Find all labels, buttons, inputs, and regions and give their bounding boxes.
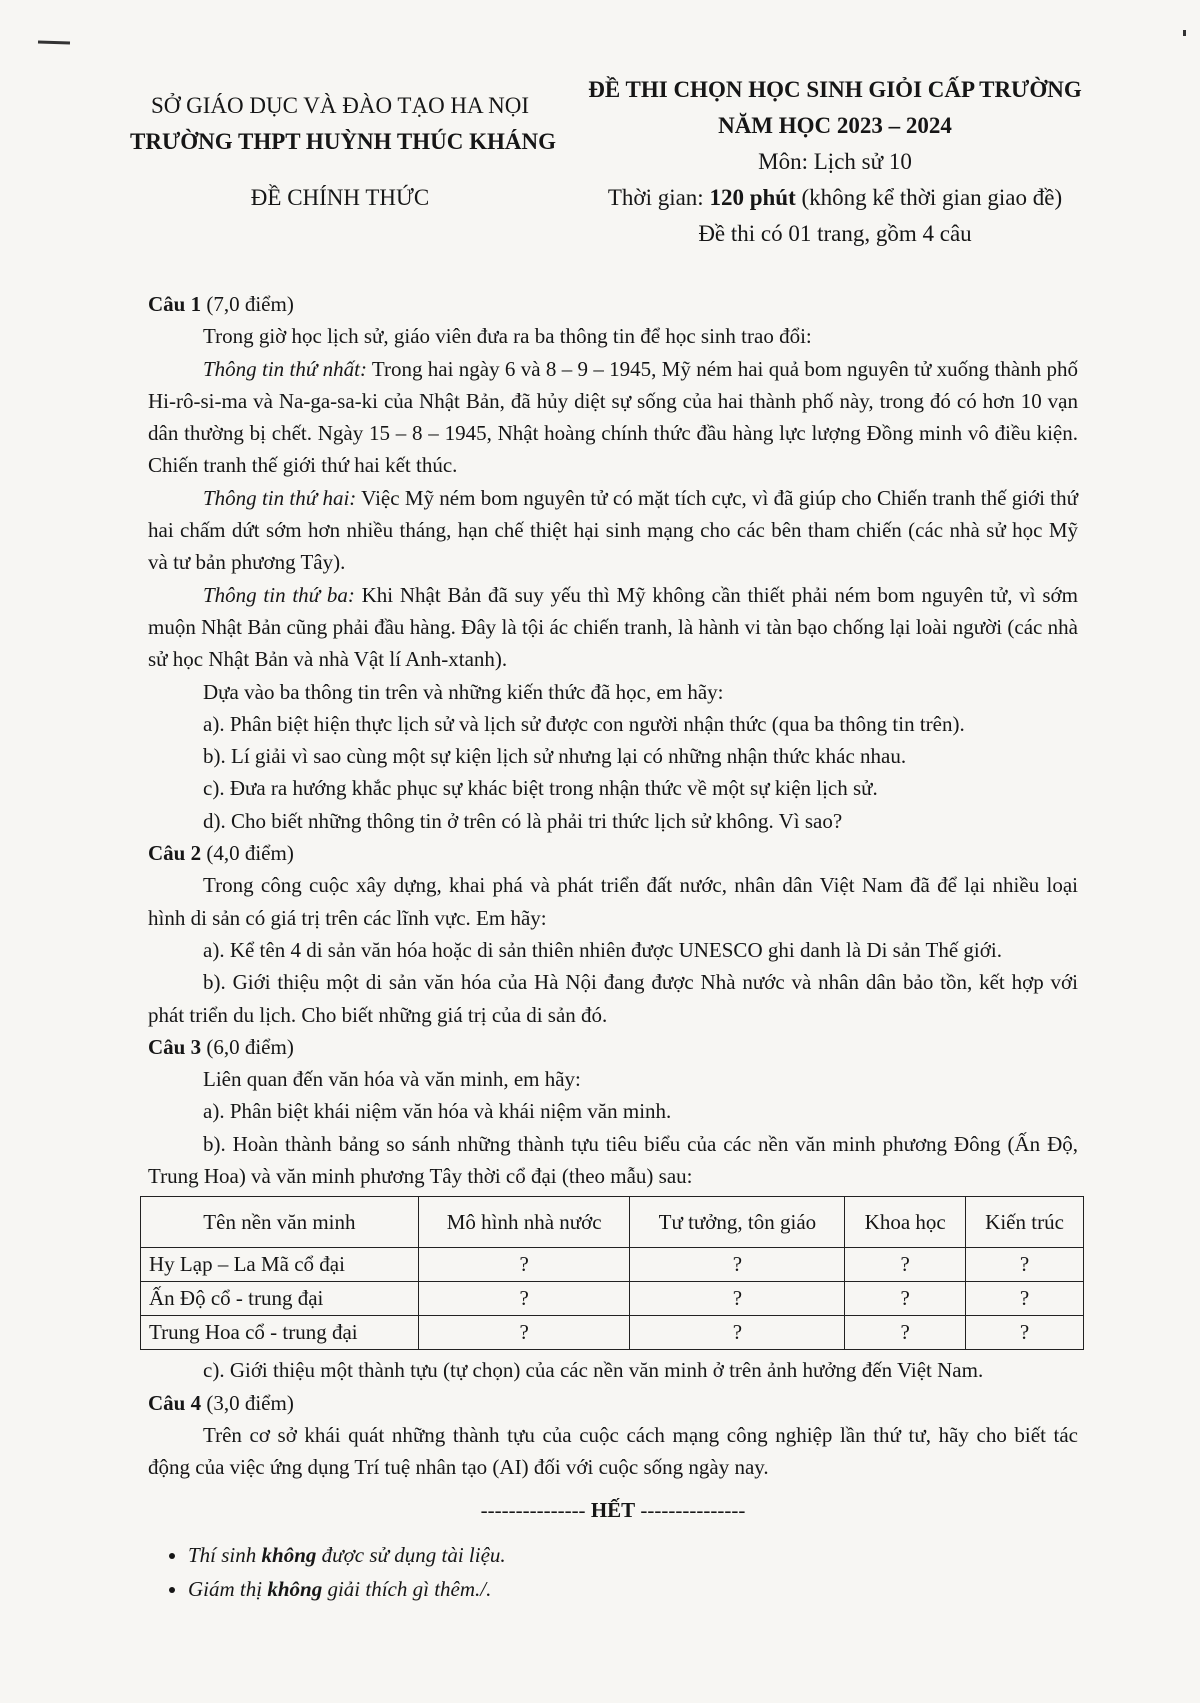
q4-title: Câu 4 <box>148 1390 202 1415</box>
q3-part-a: a). Phân biệt khái niệm văn hóa và khái niệm văn minh. <box>203 1099 672 1124</box>
table-cell: ? <box>966 1248 1084 1282</box>
q2-part-a: a). Kể tên 4 di sản văn hóa hoặc di sản thiên nhiên được UNESCO ghi danh là Di sản Thế giới. <box>203 937 1002 962</box>
q1-title: Câu 1 <box>148 292 202 316</box>
header-left <box>130 88 556 216</box>
table-header-row <box>141 1197 1084 1248</box>
q1-part-d: d). Cho biết những thông tin ở trên có là phải tri thức lịch sử không. Vì sao? <box>203 808 843 833</box>
table-cell: Ấn Độ cổ - trung đại <box>141 1282 419 1316</box>
note-text: được sử dụng tài liệu. <box>316 1542 506 1567</box>
q1-part-a: a). Phân biệt hiện thực lịch sử và lịch sử được con người nhận thức (qua ba thông tin trên). <box>203 711 965 736</box>
table-header-cell: Mô hình nhà nước <box>418 1197 630 1248</box>
table-cell: ? <box>418 1248 630 1282</box>
pages-line: Đề thi có 01 trang, gồm 4 câu <box>698 221 972 246</box>
q1-info1-text: Trong hai ngày 6 và 8 – 9 – 1945, Mỹ ném hai quả bom nguyên tử xuống thành phố Hi-rô-si-ma và Na-ga-sa-ki của Nhật Bản, đã hủy diệt sự sống của hai thành phố này, trong đó có hơn 10 vạn dân thường bị chết. Ngày 15 – 8 – 1945, Nhật hoàng chính thức đầu hàng lực lượng Đồng minh vô điều kiện. Chiến tranh thế giới thứ hai kết thúc. <box>148 356 1078 478</box>
q4-heading <box>148 1387 1078 1419</box>
q1-info3 <box>148 579 1078 676</box>
time-prefix: Thời gian: <box>607 185 710 210</box>
table-row <box>141 1248 1084 1282</box>
q3-part-b: b). Hoàn thành bảng so sánh những thành tựu tiêu biểu của các nền văn minh phương Đông (Ấn Độ, Trung Hoa) và văn minh phương Tây thời cổ đại (theo mẫu) sau: <box>148 1131 1078 1189</box>
q1-info2-label: Thông tin thứ hai: <box>203 485 357 510</box>
q3-points: (6,0 điểm) <box>201 1034 294 1059</box>
note-item <box>188 1538 1078 1572</box>
official-label: ĐỀ CHÍNH THỨC <box>250 185 430 210</box>
note-text: giải thích gì thêm./. <box>322 1576 492 1601</box>
q1-heading <box>148 288 1078 320</box>
q3-heading <box>148 1031 1078 1063</box>
q1-part-c: c). Đưa ra hướng khắc phục sự khác biệt trong nhận thức về một sự kiện lịch sử. <box>203 776 878 801</box>
q1-info1-label: Thông tin thứ nhất: <box>203 356 367 381</box>
q1-info3-label: Thông tin thứ ba: <box>203 582 355 607</box>
table-row <box>141 1316 1084 1350</box>
end-dashes-left: --------------- <box>480 1497 586 1522</box>
note-emphasis: không <box>261 1542 317 1567</box>
note-text: Thí sinh <box>188 1542 262 1567</box>
table-cell: ? <box>966 1316 1084 1350</box>
q2-title: Câu 2 <box>148 841 202 866</box>
q1-intro: Trong giờ học lịch sử, giáo viên đưa ra ba thông tin để học sinh trao đổi: <box>203 324 812 349</box>
table-cell: ? <box>418 1282 630 1316</box>
q2-part-b: b). Giới thiệu một di sản văn hóa của Hà Nội đang được Nhà nước và nhân dân bảo tồn, kết hợp với phát triển du lịch. Cho biết những giá trị của di sản đó. <box>148 970 1078 1027</box>
header-right <box>575 72 1095 252</box>
school-name: TRƯỜNG THPT HUỲNH THÚC KHÁNG <box>130 129 556 154</box>
table-header-cell: Kiến trúc <box>966 1197 1084 1248</box>
table-cell: ? <box>418 1316 630 1350</box>
q1-info2-text: Việc Mỹ ném bom nguyên tử có mặt tích cực, vì đã giúp cho Chiến tranh thế giới thứ hai chấm dứt sớm hơn nhiều tháng, hạn chế thiệt hại sinh mạng cho các bên tham chiến (các nhà sử học Mỹ và tư bản phương Tây). <box>148 485 1078 575</box>
table-header-cell: Tên nền văn minh <box>141 1197 419 1248</box>
note-text: Giám thị <box>188 1576 268 1601</box>
q1-info2 <box>148 482 1078 579</box>
school-year: NĂM HỌC 2023 – 2024 <box>718 113 952 138</box>
q1-part-b: b). Lí giải vì sao cùng một sự kiện lịch sử nhưng lại có những nhận thức khác nhau. <box>203 744 907 769</box>
table-cell: ? <box>630 1282 845 1316</box>
q3-title: Câu 3 <box>148 1034 202 1059</box>
table-cell: ? <box>845 1282 966 1316</box>
department-name: SỞ GIÁO DỤC VÀ ĐÀO TẠO HA NỌI <box>150 93 530 118</box>
comparison-table <box>140 1196 1084 1350</box>
end-marker <box>148 1496 1078 1524</box>
end-label: HẾT <box>590 1497 636 1522</box>
note-item <box>188 1572 1078 1606</box>
table-cell: Hy Lạp – La Mã cổ đại <box>141 1248 419 1282</box>
q2-intro: Trong công cuộc xây dựng, khai phá và phát triển đất nước, nhân dân Việt Nam đã để lại nhiều loại hình di sản có giá trị trên các lĩnh vực. Em hãy: <box>148 873 1078 930</box>
time-value: 120 phút <box>709 185 796 210</box>
q3-part-c: c). Giới thiệu một thành tựu (tự chọn) của các nền văn minh ở trên ảnh hưởng đến Việt Nam. <box>203 1358 984 1383</box>
table-header-cell: Khoa học <box>845 1197 966 1248</box>
notes-list <box>148 1538 1078 1606</box>
scan-mark-right <box>1183 30 1186 36</box>
time-suffix: (không kể thời gian giao đề) <box>795 185 1063 210</box>
q4-text: Trên cơ sở khái quát những thành tựu của cuộc cách mạng công nghiệp lần thứ tư, hãy cho biết tác động của việc ứng dụng Trí tuệ nhân tạo (AI) đối với cuộc sống ngày nay. <box>148 1422 1078 1480</box>
exam-body <box>148 288 1078 1606</box>
exam-title: ĐỀ THI CHỌN HỌC SINH GIỎI CẤP TRƯỜNG <box>588 77 1082 102</box>
q1-info3-text: Khi Nhật Bản đã suy yếu thì Mỹ không cần thiết phải ném bom nguyên tử, vì sớm muộn Nhật Bản cũng phải đầu hàng. Đây là tội ác chiến tranh, là hành vi tàn bạo chống lại loài người (các nhà sử học Nhật Bản và nhà Vật lí Anh-xtanh). <box>148 582 1078 672</box>
end-dashes-right: --------------- <box>640 1497 746 1522</box>
q4-points: (3,0 điểm) <box>201 1390 294 1415</box>
table-cell: ? <box>966 1282 1084 1316</box>
table-cell: ? <box>845 1248 966 1282</box>
table-header-cell: Tư tưởng, tôn giáo <box>630 1197 845 1248</box>
table-row <box>141 1282 1084 1316</box>
q1-prompt: Dựa vào ba thông tin trên và những kiến thức đã học, em hãy: <box>203 679 724 704</box>
q2-points: (4,0 điểm) <box>201 841 294 866</box>
scan-mark-left <box>38 40 70 44</box>
subject-line: Môn: Lịch sử 10 <box>758 149 912 174</box>
time-line <box>575 180 1095 216</box>
q2-heading <box>148 837 1078 869</box>
table-cell: Trung Hoa cổ - trung đại <box>141 1316 419 1350</box>
table-cell: ? <box>630 1316 845 1350</box>
note-emphasis: không <box>267 1576 323 1601</box>
table-cell: ? <box>845 1316 966 1350</box>
table-cell: ? <box>630 1248 845 1282</box>
q3-intro: Liên quan đến văn hóa và văn minh, em hãy: <box>203 1067 581 1092</box>
q1-info1 <box>148 353 1078 482</box>
q1-points: (7,0 điểm) <box>201 292 294 316</box>
